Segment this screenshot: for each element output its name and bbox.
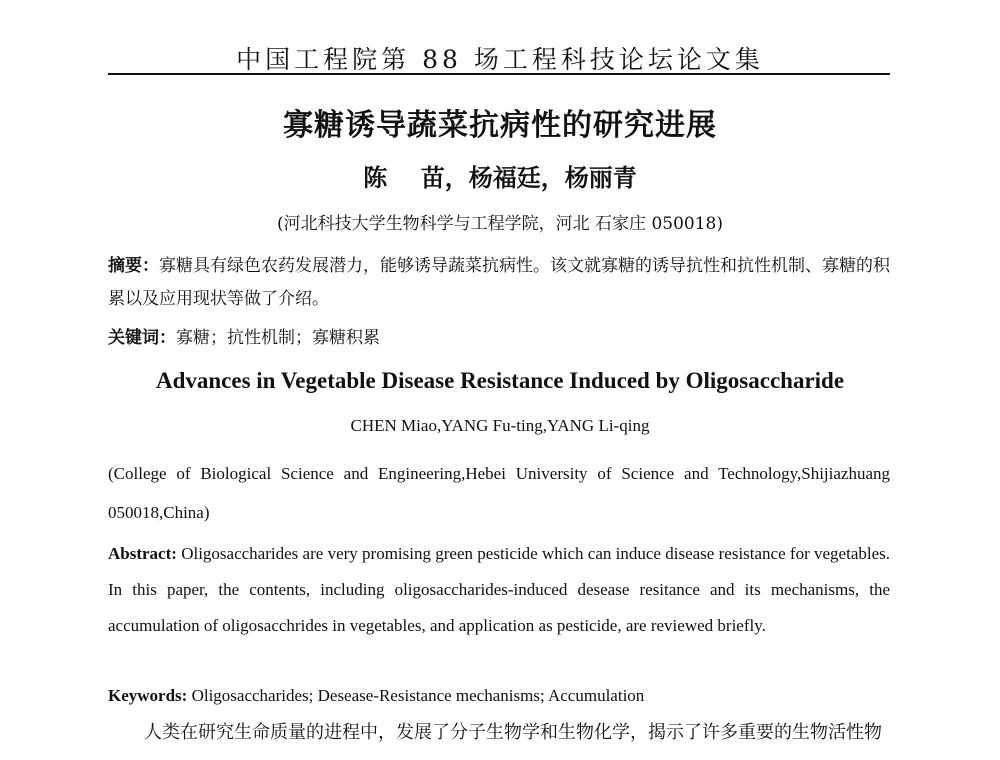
english-abstract — [108, 536, 890, 644]
chinese-keywords-text: 寡糖；抗性机制；寡糖积累 — [176, 328, 380, 348]
chinese-abstract-text: 寡糖具有绿色农药发展潜力，能够诱导蔬菜抗病性。该文就寡糖的诱导抗性和抗性机制、寡糖的积累以及应用现状等做了介绍。 — [108, 256, 890, 309]
chinese-title: 寡糖诱导蔬菜抗病性的研究进展 — [283, 108, 717, 143]
chinese-authors — [0, 158, 1000, 193]
header-rule — [108, 73, 890, 75]
chinese-keywords-label: 关键词： — [108, 328, 176, 348]
english-authors: CHEN Miao,YANG Fu-ting,YANG Li-qing — [350, 416, 650, 435]
chinese-abstract-label: 摘要： — [108, 256, 159, 276]
chinese-keywords — [108, 322, 890, 355]
chinese-affiliation: (河北科技大学生物科学与工程学院，河北 石家庄 050018) — [277, 214, 723, 234]
chinese-abstract — [108, 250, 890, 316]
english-keywords-text: Oligosaccharides; Desease-Resistance mechanisms; Accumulation — [191, 686, 645, 705]
english-affiliation: (College of Biological Science and Engineering,Hebei University of Science and Technology,Shijiazhuang 050018,China) — [108, 464, 890, 522]
running-header: 中国工程院第 88 场工程科技论坛论文集 — [236, 45, 764, 74]
english-abstract-text: Oligosaccharides are very promising green pesticide which can induce disease resistance for vegetables. In this paper, the contents, including oligosaccharides-induced desease resitance and its mechanisms, the accumulation of oligosacchrides in vegetables, and application as pesticide, are reviewed briefly. — [108, 544, 890, 635]
english-keywords — [108, 682, 890, 710]
english-keywords-label: Keywords: — [108, 686, 188, 705]
english-title: Advances in Vegetable Disease Resistance Induced by Oligosaccharide — [155, 368, 845, 393]
english-abstract-label: Abstract: — [108, 544, 177, 563]
body-paragraph: 人类在研究生命质量的进程中，发展了分子生物学和生物化学，揭示了许多重要的生物活性物 — [144, 722, 882, 743]
chinese-authors-text: 陈 苗，杨福廷，杨丽青 — [363, 163, 637, 192]
